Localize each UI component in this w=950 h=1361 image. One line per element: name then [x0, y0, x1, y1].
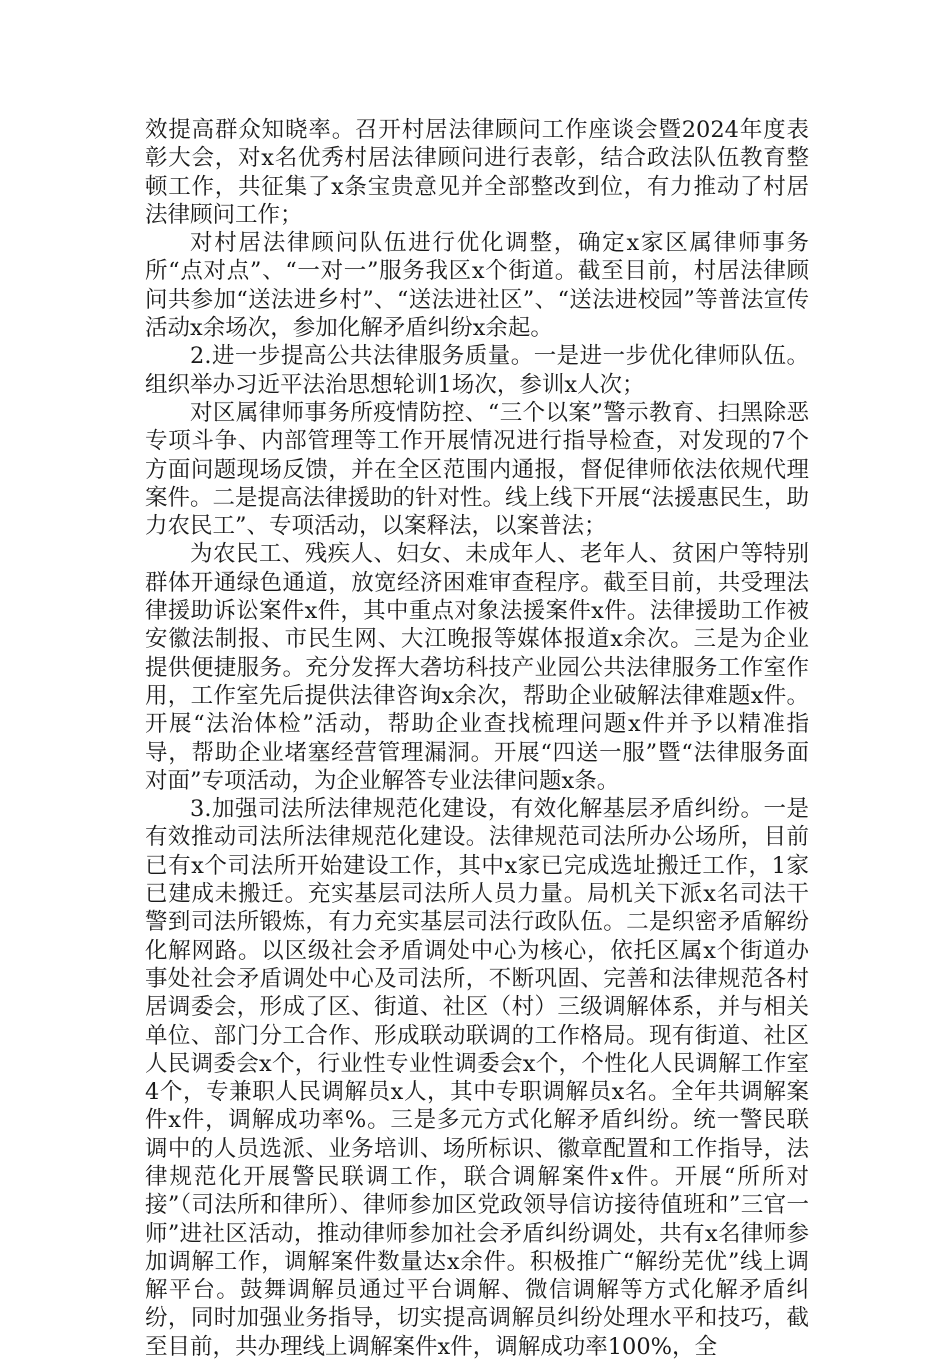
paragraph-5: 为农民工、残疾人、妇女、未成年人、老年人、贫困户等特别群体开通绿色通道，放宽经济困难审查程序。截至目前，共受理法律援助诉讼案件x件，其中重点对象法援案件x件。法律援助工作被安徽法制报、市民生网、大江晚报等媒体报道x余次。三是为企业提供便捷服务。充分发挥大砻坊科技产业园公共法律服务工作室作用，工作室先后提供法律咨询x余次，帮助企业破解法律难题x件。开展“法治体检”活动，帮助企业查找梳理问题x件并予以精准指导，帮助企业堵塞经营管理漏洞。开展“四送一服”暨“法律服务面对面”专项活动，为企业解答专业法律问题x条。 — [145, 541, 809, 794]
paragraph-1: 效提高群众知晓率。召开村居法律顾问工作座谈会暨2024年度表彰大会，对x名优秀村居法律顾问进行表彰，结合政法队伍教育整顿工作，共征集了x条宝贵意见并全部整改到位，有力推动了村居法律顾问工作； — [145, 117, 809, 228]
document-body — [145, 116, 809, 1361]
paragraph-4: 对区属律师事务所疫情防控、“三个以案”警示教育、扫黑除恶专项斗争、内部管理等工作开展情况进行指导检查，对发现的7个方面问题现场反馈，并在全区范围内通报，督促律师依法依规代理案件。二是提高法律援助的针对性。线上线下开展“法援惠民生，助力农民工”、专项活动，以案释法，以案普法； — [145, 399, 810, 540]
paragraph-2: 对村居法律顾问队伍进行优化调整，确定x家区属律师事务所“点对点”、“一对一”服务我区x个街道。截至目前，村居法律顾问共参加“送法进乡村”、“送法进社区”、“送法进校园”等普法宣传活动x余场次，参加化解矛盾纠纷x余起。 — [145, 230, 809, 342]
paragraph-3: 2.进一步提高公共法律服务质量。一是进一步优化律师队伍。组织举办习近平法治思想轮训1场次，参训x人次； — [145, 343, 809, 398]
paragraph-6: 3.加强司法所法律规范化建设，有效化解基层矛盾纠纷。一是有效推动司法所法律规范化建设。法律规范司法所办公场所，目前已有x个司法所开始建设工作，其中x家已完成选址搬迁工作，1家已建成未搬迁。充实基层司法所人员力量。局机关下派x名司法干警到司法所锻炼，有力充实基层司法行政队伍。二是织密矛盾解纷化解网路。以区级社会矛盾调处中心为核心，依托区属x个街道办事处社会矛盾调处中心及司法所，不断巩固、完善和法律规范各村居调委会，形成了区、街道、社区（村）三级调解体系，并与相关单位、部门分工合作、形成联动联调的工作格局。现有街道、社区人民调委会x个，行业性专业性调委会x个，个性化人民调解工作室4个，专兼职人民调解员x人，其中专职调解员x名。全年共调解案件x件，调解成功率%。三是多元方式化解矛盾纠纷。统一警民联调中的人员选派、业务培训、场所标识、徽章配置和工作指导，法律规范化开展警民联调工作，联合调解案件x件。开展“所所对接”（司法所和律所）、律师参加区党政领导信访接待值班和”三官一师”进社区活动，推动律师参加社会矛盾纠纷调处，共有x名律师参加调解工作，调解案件数量达x余件。积极推广“解纷芜优”线上调解平台。鼓舞调解员通过平台调解、微信调解等方式化解矛盾纠纷，同时加强业务指导，切实提高调解员纠纷处理水平和技巧，截至目前，共办理线上调解案件x件，调解成功率100%，全 — [145, 796, 809, 1360]
